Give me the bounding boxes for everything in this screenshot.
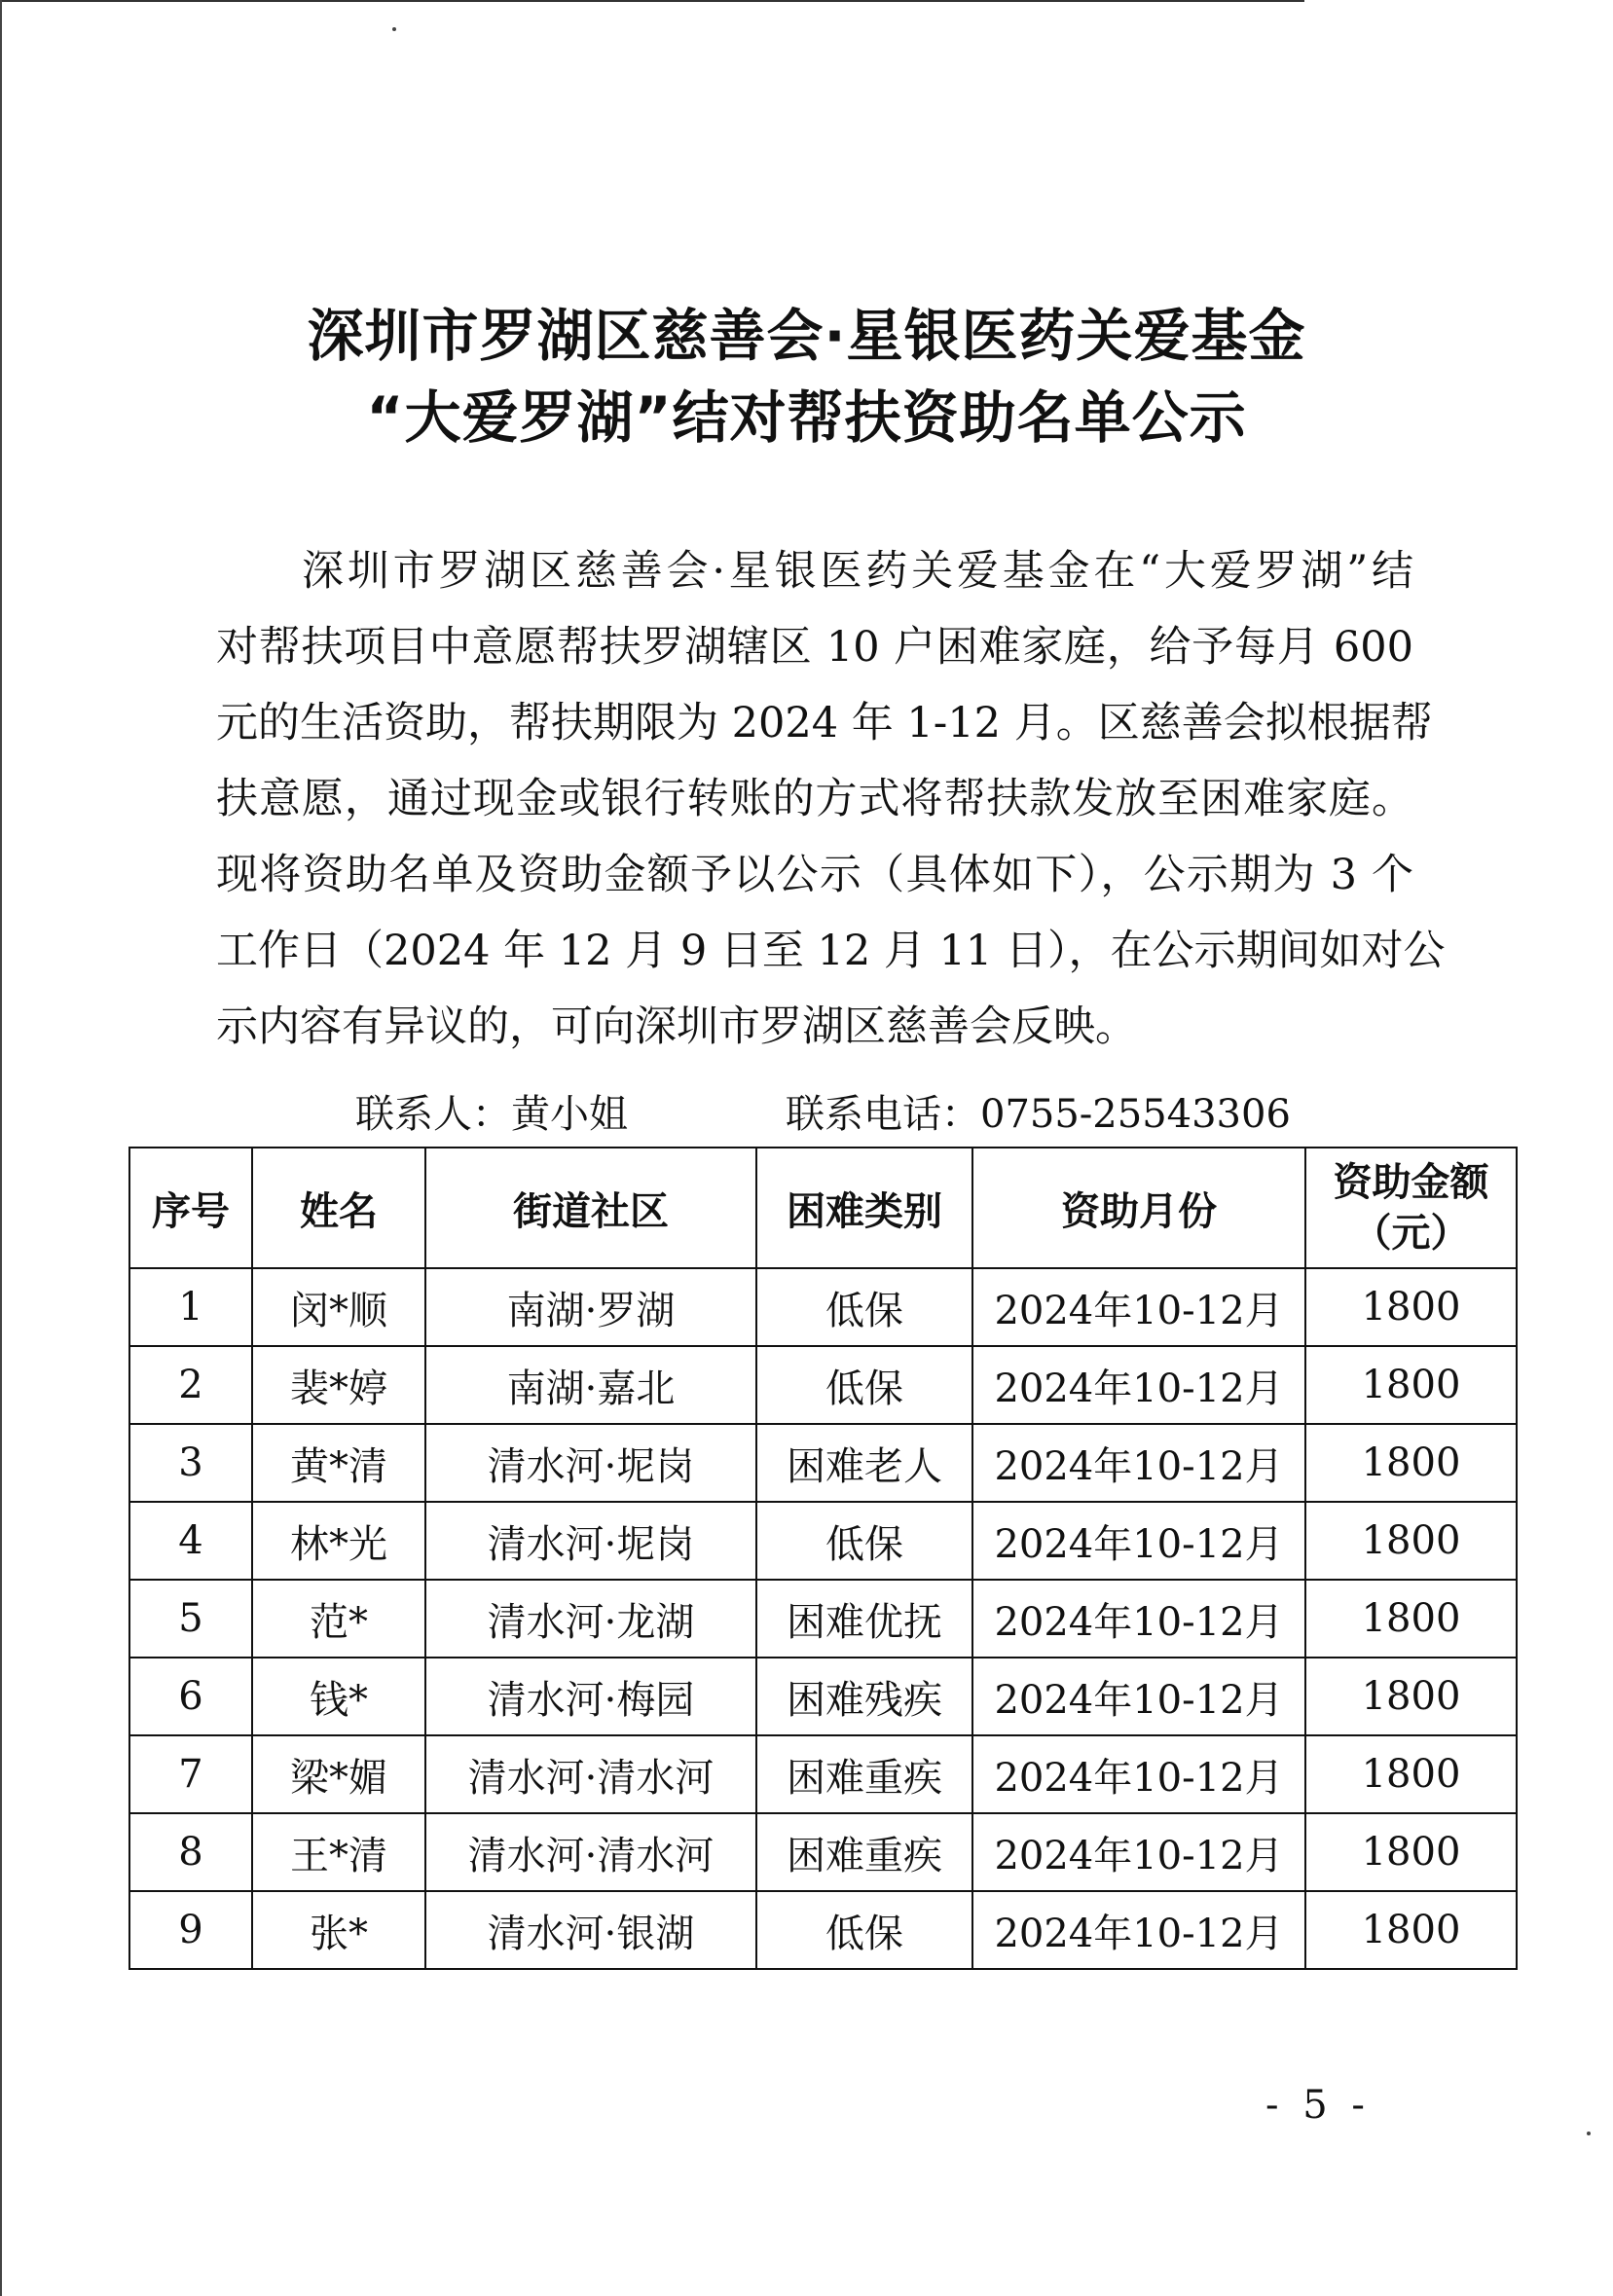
scan-edge-top	[0, 0, 1304, 2]
cell-street: 清水河·清水河	[425, 1813, 756, 1891]
cell-months: 2024年10-12月	[972, 1502, 1305, 1580]
cell-name: 裴*婷	[252, 1346, 425, 1424]
cell-amount: 1800	[1305, 1268, 1517, 1346]
cell-amount: 1800	[1305, 1424, 1517, 1502]
header-amount	[1305, 1148, 1517, 1268]
table-row	[129, 1891, 1517, 1969]
header-months: 资助月份	[972, 1148, 1305, 1268]
recipient-table	[128, 1147, 1518, 1970]
cell-no: 5	[129, 1580, 252, 1658]
table-row	[129, 1658, 1517, 1735]
cell-street: 清水河·清水河	[425, 1735, 756, 1813]
cell-months: 2024年10-12月	[972, 1346, 1305, 1424]
header-amount-line2: （元）	[1352, 1211, 1470, 1256]
paragraph-line: 现将资助名单及资助金额予以公示（具体如下），公示期为 3 个	[216, 851, 1413, 899]
cell-category: 低保	[756, 1346, 972, 1424]
contact-info	[355, 1080, 1291, 1148]
table-row	[129, 1813, 1517, 1891]
cell-category: 困难优抚	[756, 1580, 972, 1658]
cell-months: 2024年10-12月	[972, 1268, 1305, 1346]
contact-phone: 联系电话：0755-25543306	[786, 1092, 1291, 1137]
cell-no: 8	[129, 1813, 252, 1891]
cell-street: 清水河·龙湖	[425, 1580, 756, 1658]
table-header-row	[129, 1148, 1517, 1268]
header-no: 序号	[129, 1148, 252, 1268]
cell-name: 范*	[252, 1580, 425, 1658]
cell-street: 清水河·坭岗	[425, 1502, 756, 1580]
cell-category: 低保	[756, 1891, 972, 1969]
cell-category: 困难重疾	[756, 1735, 972, 1813]
header-name: 姓名	[252, 1148, 425, 1268]
cell-months: 2024年10-12月	[972, 1658, 1305, 1735]
cell-street: 南湖·罗湖	[425, 1268, 756, 1346]
cell-street: 清水河·梅园	[425, 1658, 756, 1735]
page-number: - 5 -	[1265, 2083, 1371, 2128]
cell-name: 王*清	[252, 1813, 425, 1891]
cell-name: 黄*清	[252, 1424, 425, 1502]
table-row	[129, 1735, 1517, 1813]
cell-category: 低保	[756, 1268, 972, 1346]
header-category: 困难类别	[756, 1148, 972, 1268]
table-body	[129, 1268, 1517, 1969]
cell-street: 清水河·银湖	[425, 1891, 756, 1969]
scan-speck	[1587, 2132, 1591, 2135]
cell-no: 3	[129, 1424, 252, 1502]
announcement-paragraph	[216, 533, 1446, 1065]
cell-months: 2024年10-12月	[972, 1813, 1305, 1891]
contact-person: 联系人：黄小姐	[355, 1092, 628, 1137]
header-street: 街道社区	[425, 1148, 756, 1268]
table-row	[129, 1268, 1517, 1346]
cell-months: 2024年10-12月	[972, 1424, 1305, 1502]
header-amount-line1: 资助金额	[1333, 1160, 1489, 1205]
scan-speck	[392, 27, 396, 31]
cell-amount: 1800	[1305, 1658, 1517, 1735]
cell-name: 闵*顺	[252, 1268, 425, 1346]
document-title-line2: “大爱罗湖”结对帮扶资助名单公示	[366, 384, 1247, 451]
cell-amount: 1800	[1305, 1346, 1517, 1424]
cell-amount: 1800	[1305, 1891, 1517, 1969]
document-title-line1: 深圳市罗湖区慈善会·星银医药关爱基金	[307, 303, 1306, 369]
cell-months: 2024年10-12月	[972, 1891, 1305, 1969]
table-row	[129, 1346, 1517, 1424]
cell-amount: 1800	[1305, 1502, 1517, 1580]
cell-street: 清水河·坭岗	[425, 1424, 756, 1502]
cell-amount: 1800	[1305, 1813, 1517, 1891]
paragraph-line: 示内容有异议的，可向深圳市罗湖区慈善会反映。	[216, 1002, 1137, 1051]
cell-category: 困难残疾	[756, 1658, 972, 1735]
cell-street: 南湖·嘉北	[425, 1346, 756, 1424]
cell-no: 4	[129, 1502, 252, 1580]
paragraph-line: 元的生活资助，帮扶期限为 2024 年 1-12 月。区慈善会拟根据帮	[216, 699, 1433, 747]
cell-no: 7	[129, 1735, 252, 1813]
table-row	[129, 1580, 1517, 1658]
paragraph-line: 深圳市罗湖区慈善会·星银医药关爱基金在“大爱罗湖”结	[302, 547, 1413, 596]
cell-name: 林*光	[252, 1502, 425, 1580]
paragraph-line: 工作日（2024 年 12 月 9 日至 12 月 11 日），在公示期间如对公	[216, 927, 1446, 975]
cell-no: 6	[129, 1658, 252, 1735]
cell-no: 2	[129, 1346, 252, 1424]
cell-name: 梁*媚	[252, 1735, 425, 1813]
cell-name: 张*	[252, 1891, 425, 1969]
paragraph-line: 对帮扶项目中意愿帮扶罗湖辖区 10 户困难家庭，给予每月 600	[216, 623, 1413, 672]
cell-months: 2024年10-12月	[972, 1580, 1305, 1658]
cell-name: 钱*	[252, 1658, 425, 1735]
table-row	[129, 1424, 1517, 1502]
cell-category: 困难老人	[756, 1424, 972, 1502]
cell-no: 9	[129, 1891, 252, 1969]
cell-no: 1	[129, 1268, 252, 1346]
cell-category: 低保	[756, 1502, 972, 1580]
table-row	[129, 1502, 1517, 1580]
paragraph-line: 扶意愿，通过现金或银行转账的方式将帮扶款发放至困难家庭。	[216, 775, 1413, 823]
cell-months: 2024年10-12月	[972, 1735, 1305, 1813]
cell-amount: 1800	[1305, 1580, 1517, 1658]
cell-category: 困难重疾	[756, 1813, 972, 1891]
cell-amount: 1800	[1305, 1735, 1517, 1813]
